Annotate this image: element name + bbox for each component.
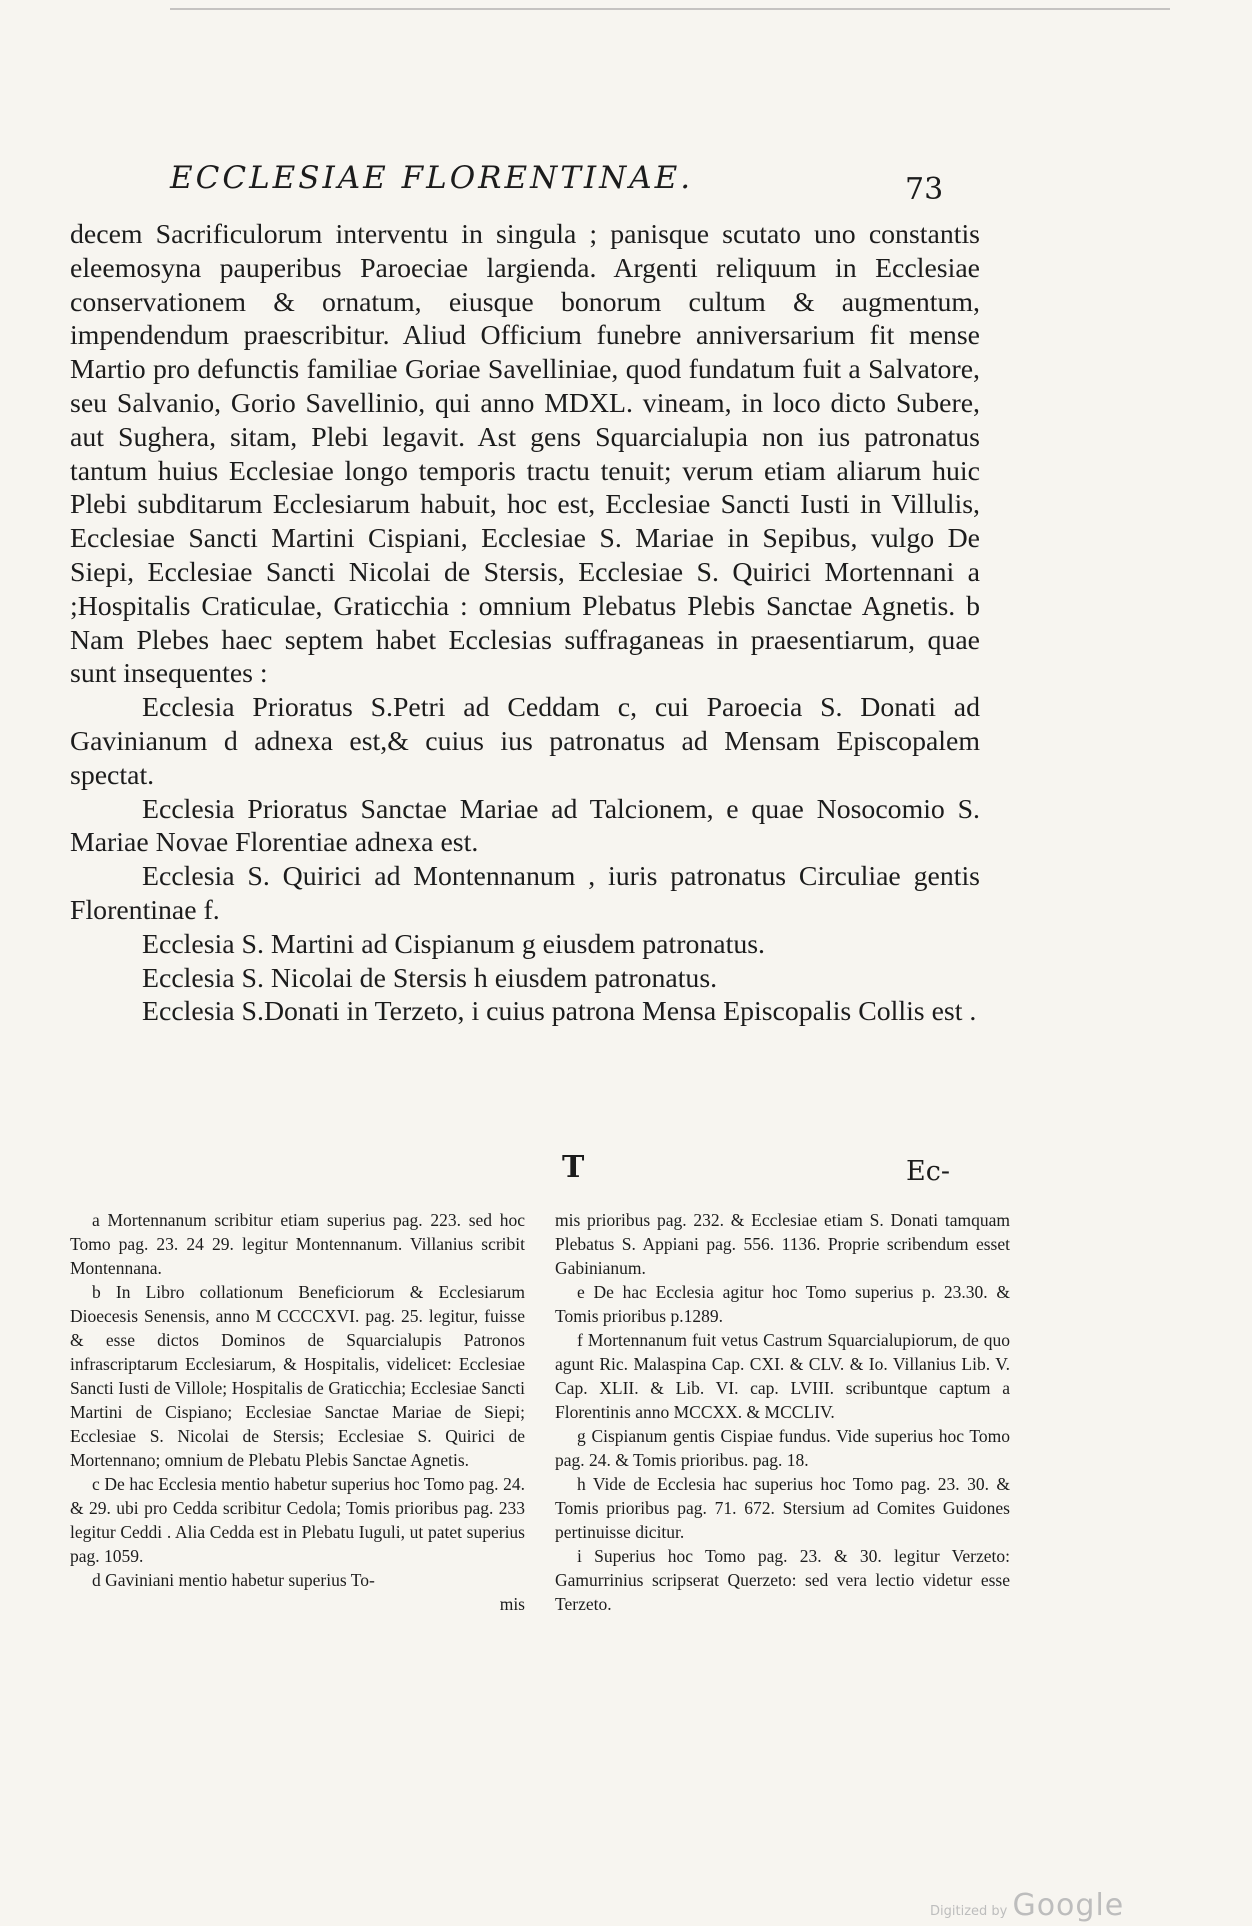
footnote: g Cispianum gentis Cispiae fundus. Vide superius hoc Tomo pag. 24. & Tomis prioribus. pag. 18. [555,1426,1010,1470]
catchword: Ec- [906,1156,950,1187]
footnotes-left-column [70,1208,525,1616]
body-paragraph: Ecclesia S. Martini ad Cispianum g eiusdem patronatus. [142,928,765,960]
footnote-continuation: mis [499,1594,525,1614]
body-paragraph: decem Sacrificulorum interventu in singula ; panisque scutato uno constantis eleemosyna pauperibus Paroeciae largienda. Argenti reliquum in Ecclesiae conservationem & ornatum, eiusque bonorum cultum & augmentum, impendendum praescribitur. Aliud Officium funebre anniversarium fit mense Martio pro defunctis familiae Goriae Savelliniae, quod fundatum fuit a Salvatore, seu Salvanio, Gorio Savellinio, qui anno MDXL. vineam, in loco dicto Subere, aut Sughera, sitam, Plebi legavit. Ast gens Squarcialupia non ius patronatus tantum huius Ecclesiae longo temporis tractu tenuit; verum etiam aliarum huic Plebi subditarum Ecclesiarum habuit, hoc est, Ecclesiae Sancti Iusti in Villulis, Ecclesiae Sancti Martini Cispiani, Ecclesiae S. Mariae in Sepibus, vulgo De Siepi, Ecclesiae Sancti Nicolai de Stersis, Ecclesiae S. Quirici Mortennani a ;Hospitalis Craticulae, Graticchia : omnium Plebatus Plebis Sanctae Agnetis. b Nam Plebes haec septem habet Ecclesias suffraganeas in praesentiarum, quae sunt insequentes : [70,219,980,690]
footnote: c De hac Ecclesia mentio habetur superius hoc Tomo pag. 24. & 29. ubi pro Cedda scribitur Cedola; Tomis prioribus pag. 233 legitur Ceddi . Alia Cedda est in Plebatu Iuguli, ut patet superius pag. 1059. [70,1474,525,1566]
footnote: f Mortennanum fuit vetus Castrum Squarcialupiorum, de quo agunt Ric. Malaspina Cap. CXI. & CLV. & Io. Villanius Lib. V. Cap. XLII. & Lib. VI. cap. LVIII. scribuntque captum a Florentinis anno MCCXX. & MCCLIV. [555,1330,1010,1422]
footnotes-right-column [555,1208,1010,1616]
page-number: 73 [905,172,944,207]
signature-mark: T [562,1150,585,1185]
footnote: a Mortennanum scribitur etiam superius pag. 223. sed hoc Tomo pag. 23. 24 29. legitur Montennanum. Villanius scribit Montennana. [70,1210,525,1278]
main-text-block [70,218,980,1029]
watermark-brand: Google [1012,1888,1125,1923]
footnote: h Vide de Ecclesia hac superius hoc Tomo pag. 23. 30. & Tomis prioribus pag. 71. 672. Stersium ad Comites Guidones pertinuisse dicitur. [555,1474,1010,1542]
page-top-rule [170,8,1170,10]
running-header: ECCLESIAE FLORENTINAE. [170,160,694,196]
body-paragraph: Ecclesia Prioratus S.Petri ad Ceddam c, cui Paroecia S. Donati ad Gavinianum d adnexa est,& cuius ius patronatus ad Mensam Episcopalem spectat. [70,692,980,791]
footnote: b In Libro collationum Beneficiorum & Ecclesiarum Dioecesis Senensis, anno M CCCCXVI. pag. 25. legitur, fuisse & esse dictos Dominos de Squarcialupis Patronos infrascriptarum Ecclesiarum, & Hospitalis, videlicet: Ecclesiae Sancti Iusti de Villole; Hospitalis de Graticchia; Ecclesiae Sancti Martini de Cispiano; Ecclesiae Sanctae Mariae de Siepi; Ecclesiae S. Nicolai de Stersis; Ecclesiae S. Quirici de Mortennano; omnium de Plebatu Plebis Sanctae Agnetis. [70,1282,525,1470]
footnote: i Superius hoc Tomo pag. 23. & 30. legitur Verzeto: Gamurrinius scripserat Querzeto: sed vera lectio videtur esse Terzeto. [555,1546,1010,1614]
body-paragraph: Ecclesia S. Nicolai de Stersis h eiusdem patronatus. [142,962,718,994]
footnote: d Gaviniani mentio habetur superius To- [92,1570,375,1590]
body-paragraph: Ecclesia Prioratus Sanctae Mariae ad Talcionem, e quae Nosocomio S. Mariae Novae Florentiae adnexa est. [70,793,980,859]
footnote: e De hac Ecclesia agitur hoc Tomo superius p. 23.30. & Tomis prioribus p.1289. [555,1282,1010,1326]
body-paragraph: Ecclesia S.Donati in Terzeto, i cuius patrona Mensa Episcopalis Collis est . [142,996,977,1028]
body-paragraph: Ecclesia S. Quirici ad Montennanum , iuris patronatus Circuliae gentis Florentinae f. [70,861,980,926]
footnote: mis prioribus pag. 232. & Ecclesiae etiam S. Donati tamquam Plebatus S. Appiani pag. 556. 1136. Proprie scribendum esset Gabinianum. [555,1210,1010,1278]
watermark-prefix: Digitized by [930,1904,1008,1919]
digitization-watermark [930,1888,1124,1923]
